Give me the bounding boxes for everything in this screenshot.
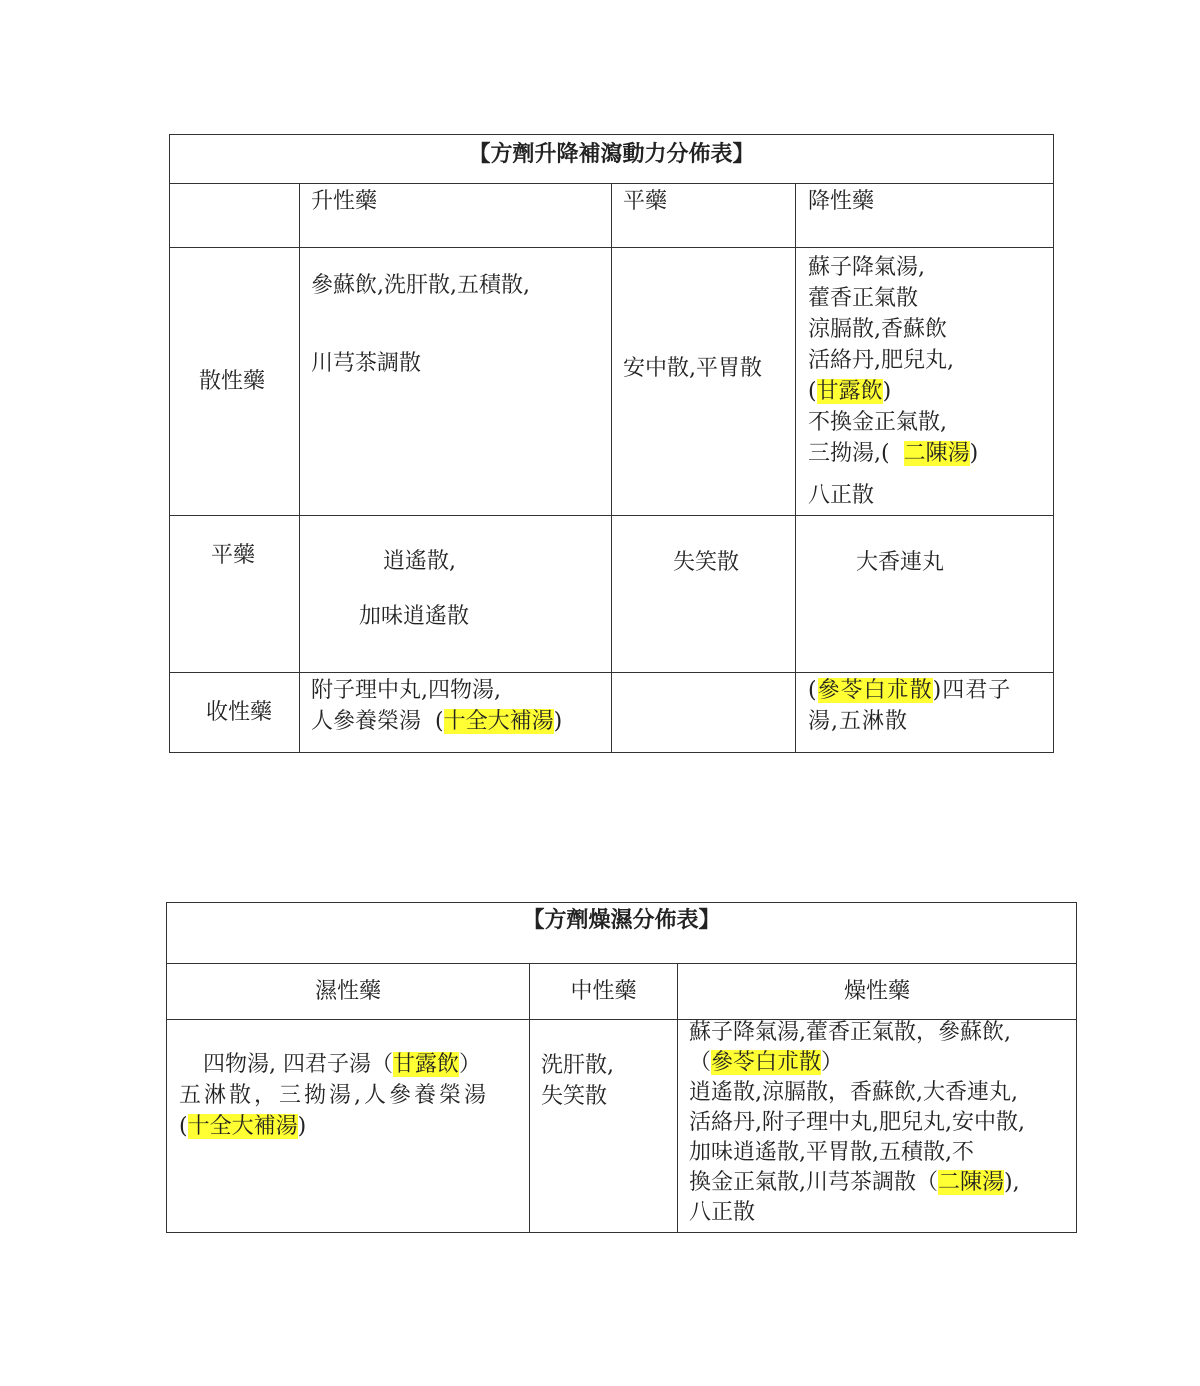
text-line: 換金正氣散,川芎茶調散（二陳湯), xyxy=(689,1170,1020,1195)
text-line: (十全大補湯) xyxy=(179,1114,307,1139)
highlight-ganluyin: 甘露飲 xyxy=(816,379,883,404)
header-ping: 平藥 xyxy=(612,184,796,248)
text-line: 加味逍遙散,平胃散,五積散,不 xyxy=(689,1140,974,1165)
highlight-shiquandabutang: 十全大補湯 xyxy=(443,709,554,734)
cell-ping-sheng xyxy=(300,516,612,673)
text-line: 八正散 xyxy=(808,483,875,508)
text-line: 蘇子降氣湯, xyxy=(808,255,925,280)
header-zhong: 中性藥 xyxy=(530,964,678,1020)
text-line: 蘇子降氣湯,藿香正氣散，參蘇飲, xyxy=(689,1020,1011,1045)
text-line: 不換金正氣散, xyxy=(808,410,947,435)
table1-title: 【方劑升降補瀉動力分佈表】 xyxy=(170,135,1054,184)
cell-shi xyxy=(167,1020,530,1233)
text-line: (參苓白朮散)四君子 xyxy=(808,678,1012,703)
cell-ping-jiang: 大香連丸 xyxy=(796,516,1054,673)
cell-shou-ping xyxy=(612,673,796,753)
cell-shou-sheng xyxy=(300,673,612,753)
text-line: 逍遙散,涼膈散，香蘇飲,大香連丸, xyxy=(689,1080,1018,1105)
cell-ping-ping: 失笑散 xyxy=(612,516,796,673)
text-line: （參苓白朮散） xyxy=(689,1050,844,1075)
text-line: 人參養榮湯 (十全大補湯) xyxy=(311,709,563,734)
highlight-shenlingbaizhusan: 參苓白朮散 xyxy=(817,678,933,703)
cell-shou-jiang xyxy=(796,673,1054,753)
table2-title: 【方劑燥濕分佈表】 xyxy=(167,903,1077,964)
motion-distribution-table xyxy=(169,134,1054,753)
text-line: 參蘇飲,洗肝散,五積散, xyxy=(311,273,530,298)
text-line: (甘露飲) xyxy=(808,379,892,404)
text-line: 涼膈散,香蘇飲 xyxy=(808,317,947,342)
cell-san-jiang xyxy=(796,248,1054,516)
cell-zhong xyxy=(530,1020,678,1233)
header-shi: 濕性藥 xyxy=(167,964,530,1020)
cell-san-sheng xyxy=(300,248,612,516)
text-line: 附子理中丸,四物湯, xyxy=(311,678,501,703)
cell-zao xyxy=(678,1020,1077,1233)
highlight-erchentang: 二陳湯 xyxy=(938,1170,1005,1195)
highlight-shiquandabutang: 十全大補湯 xyxy=(187,1114,298,1139)
text-line: 川芎茶調散 xyxy=(311,351,422,376)
row-label-shou: 收性藥 xyxy=(170,673,300,753)
text-line: 活絡丹,附子理中丸,肥兒丸,安中散, xyxy=(689,1110,1025,1135)
highlight-ganluyin: 甘露飲 xyxy=(393,1052,460,1077)
text-line: 活絡丹,肥兒丸, xyxy=(808,348,954,373)
row-label-san: 散性藥 xyxy=(170,248,300,516)
text-line: 加味逍遙散 xyxy=(359,604,470,629)
cell-san-ping: 安中散,平胃散 xyxy=(612,248,796,516)
table1-corner-cell xyxy=(170,184,300,248)
dry-damp-distribution-table xyxy=(166,902,1077,1233)
text-line: 五淋散，三拗湯,人參養榮湯 xyxy=(179,1083,489,1108)
highlight-erchentang: 二陳湯 xyxy=(903,441,970,466)
text-line: 八正散 xyxy=(689,1200,756,1225)
header-zao: 燥性藥 xyxy=(678,964,1077,1020)
header-jiang: 降性藥 xyxy=(796,184,1054,248)
row-label-ping: 平藥 xyxy=(170,516,300,673)
text-line: 三拗湯,( 二陳湯) xyxy=(808,441,979,466)
highlight-shenlingbaizhusan: 參苓白朮散 xyxy=(711,1050,822,1075)
text-line: 四物湯, 四君子湯（甘露飲） xyxy=(203,1052,482,1077)
text-line: 洗肝散, xyxy=(541,1053,614,1078)
text-line: 藿香正氣散 xyxy=(808,286,919,311)
text-line: 逍遙散, xyxy=(383,549,456,574)
text-line: 湯,五淋散 xyxy=(808,709,908,734)
text-line: 失笑散 xyxy=(541,1084,608,1109)
header-sheng: 升性藥 xyxy=(300,184,612,248)
